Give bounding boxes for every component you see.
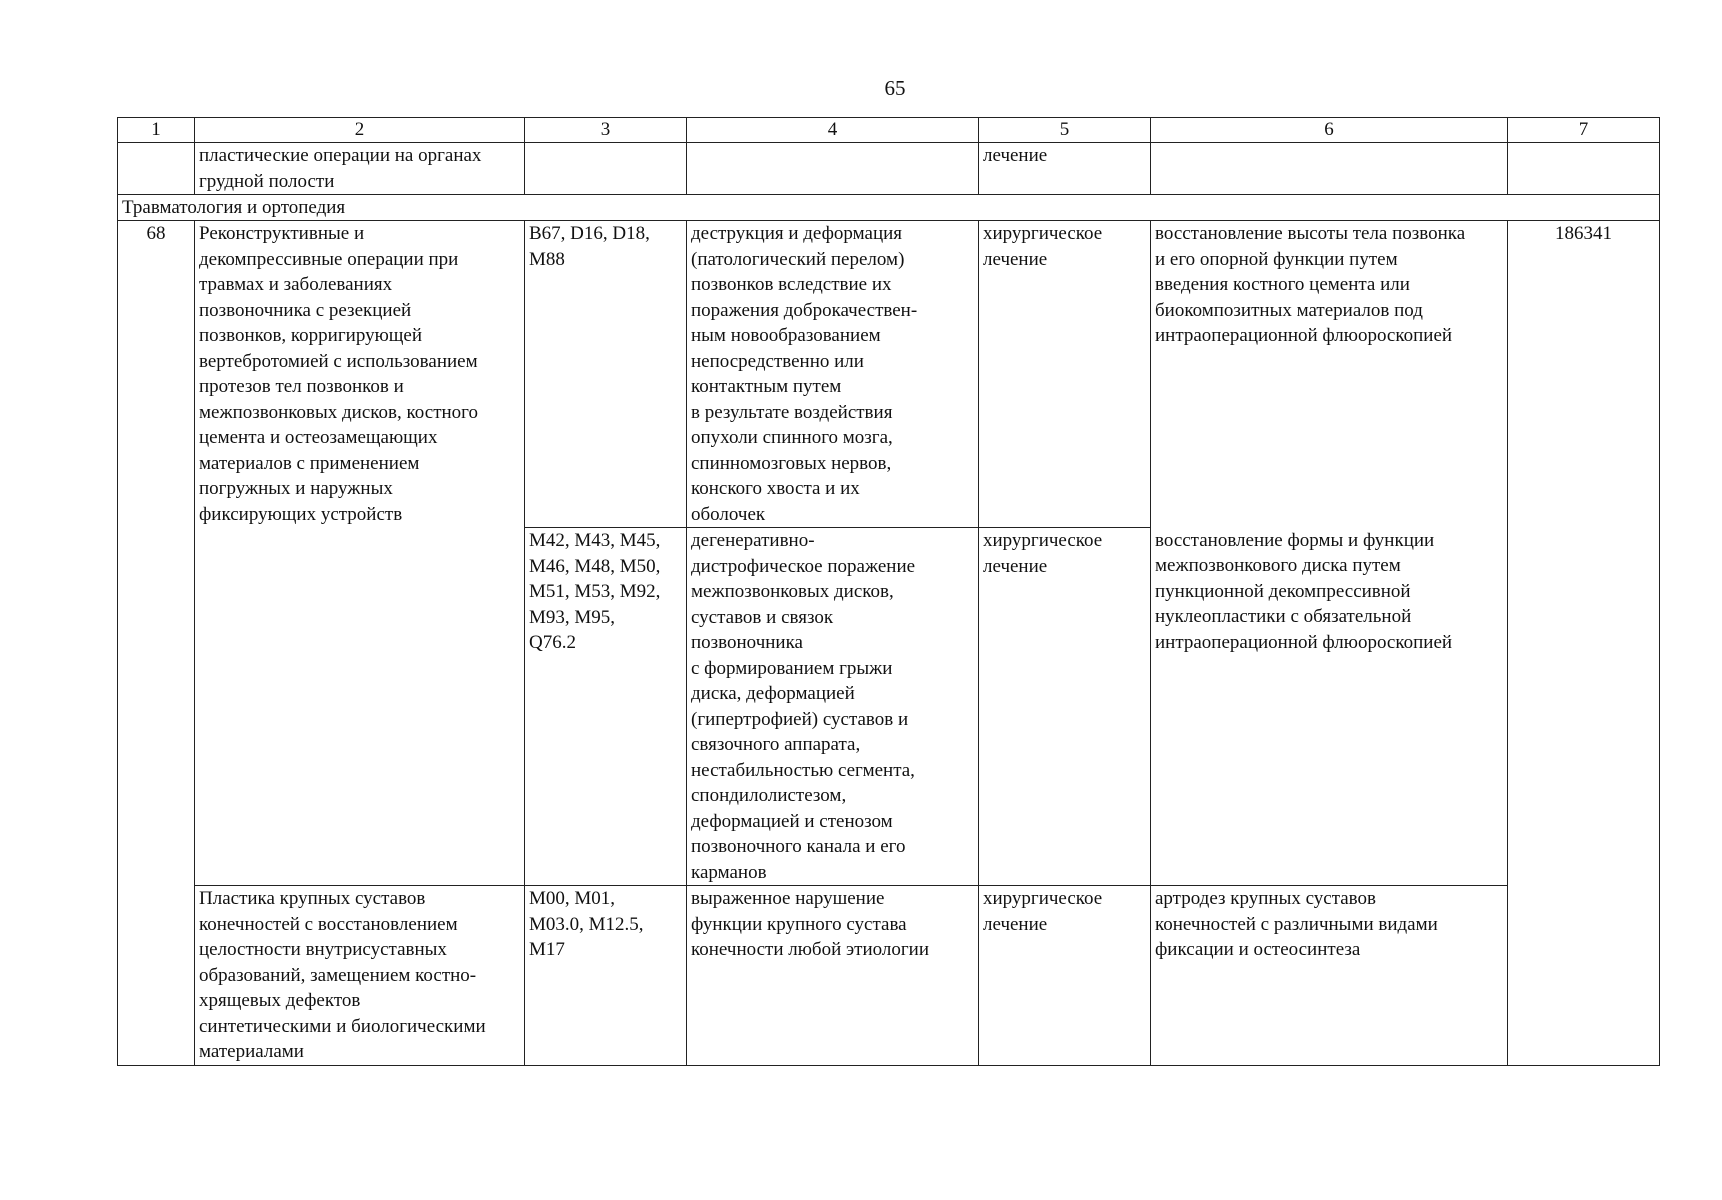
codes-cell: M42, M43, M45, M46, M48, M50, M51, M53, M92, M93, M95, Q76.2	[525, 528, 687, 886]
codes-cell: M00, M01, M03.0, M12.5, M17	[525, 886, 687, 1066]
method-cell: восстановление высоты тела позвонка и его опорной функции путем введения костного цемента или биокомпозитных материалов под интраоперационной флюороскопией	[1151, 221, 1508, 528]
column-header: 7	[1508, 118, 1660, 143]
continuation-row	[118, 143, 1660, 195]
table-row	[118, 886, 1660, 1066]
column-header: 5	[979, 118, 1151, 143]
method-group-cell: Реконструктивные и декомпрессивные операции при травмах и заболеваниях позвоночника с резекцией позвонков, корригирующей вертебротомией с использованием протезов тел позвонков и межпозвонковых дисков, костного цемента и остеозамещающих материалов с применением погружных и наружных фиксирующих устройств	[195, 221, 525, 886]
row-number: 68	[118, 221, 195, 1066]
column-header: 4	[687, 118, 979, 143]
treatment-cell: лечение	[979, 143, 1151, 195]
price-cell: 186341	[1508, 221, 1660, 1066]
diagnosis-cell: деструкция и деформация (патологический перелом) позвонков вследствие их поражения доброкачествен- ным новообразованием непосредственно или контактным путем в результате воздействия опухоли спинного мозга, спинномозговых нервов, конского хвоста и их оболочек	[687, 221, 979, 528]
treatment-cell: хирургическое лечение	[979, 221, 1151, 528]
table-cell	[1508, 143, 1660, 195]
column-header: 6	[1151, 118, 1508, 143]
codes-cell: B67, D16, D18, M88	[525, 221, 687, 528]
method-group-cell: пластические операции на органах грудной полости	[195, 143, 525, 195]
method-cell: восстановление формы и функции межпозвонкового диска путем пункционной декомпрессивной нуклеопластики с обязательной интраоперационной флюороскопией	[1151, 528, 1508, 886]
column-header: 2	[195, 118, 525, 143]
table-cell	[118, 143, 195, 195]
diagnosis-cell: выраженное нарушение функции крупного сустава конечности любой этиологии	[687, 886, 979, 1066]
column-header: 3	[525, 118, 687, 143]
table-cell	[687, 143, 979, 195]
table-cell	[1151, 143, 1508, 195]
section-row	[118, 195, 1660, 221]
table-cell	[525, 143, 687, 195]
treatment-cell: хирургическое лечение	[979, 528, 1151, 886]
method-group-cell: Пластика крупных суставов конечностей с восстановлением целостности внутрисуставных образований, замещением костно- хрящевых дефектов синтетическими и биологическими материалами	[195, 886, 525, 1066]
treatment-cell: хирургическое лечение	[979, 886, 1151, 1066]
section-title: Травматология и ортопедия	[118, 195, 1660, 221]
column-header: 1	[118, 118, 195, 143]
medical-care-table	[117, 117, 1660, 1066]
method-cell: артродез крупных суставов конечностей с различными видами фиксации и остеосинтеза	[1151, 886, 1508, 1066]
column-header-row	[118, 118, 1660, 143]
diagnosis-cell: дегенеративно- дистрофическое поражение межпозвонковых дисков, суставов и связок позвоночника с формированием грыжи диска, деформацией (гипертрофией) суставов и связочного аппарата, нестабильностью сегмента, спондилолистезом, деформацией и стенозом позвоночного канала и его карманов	[687, 528, 979, 886]
page-number: 65	[884, 76, 906, 100]
table-row	[118, 221, 1660, 528]
